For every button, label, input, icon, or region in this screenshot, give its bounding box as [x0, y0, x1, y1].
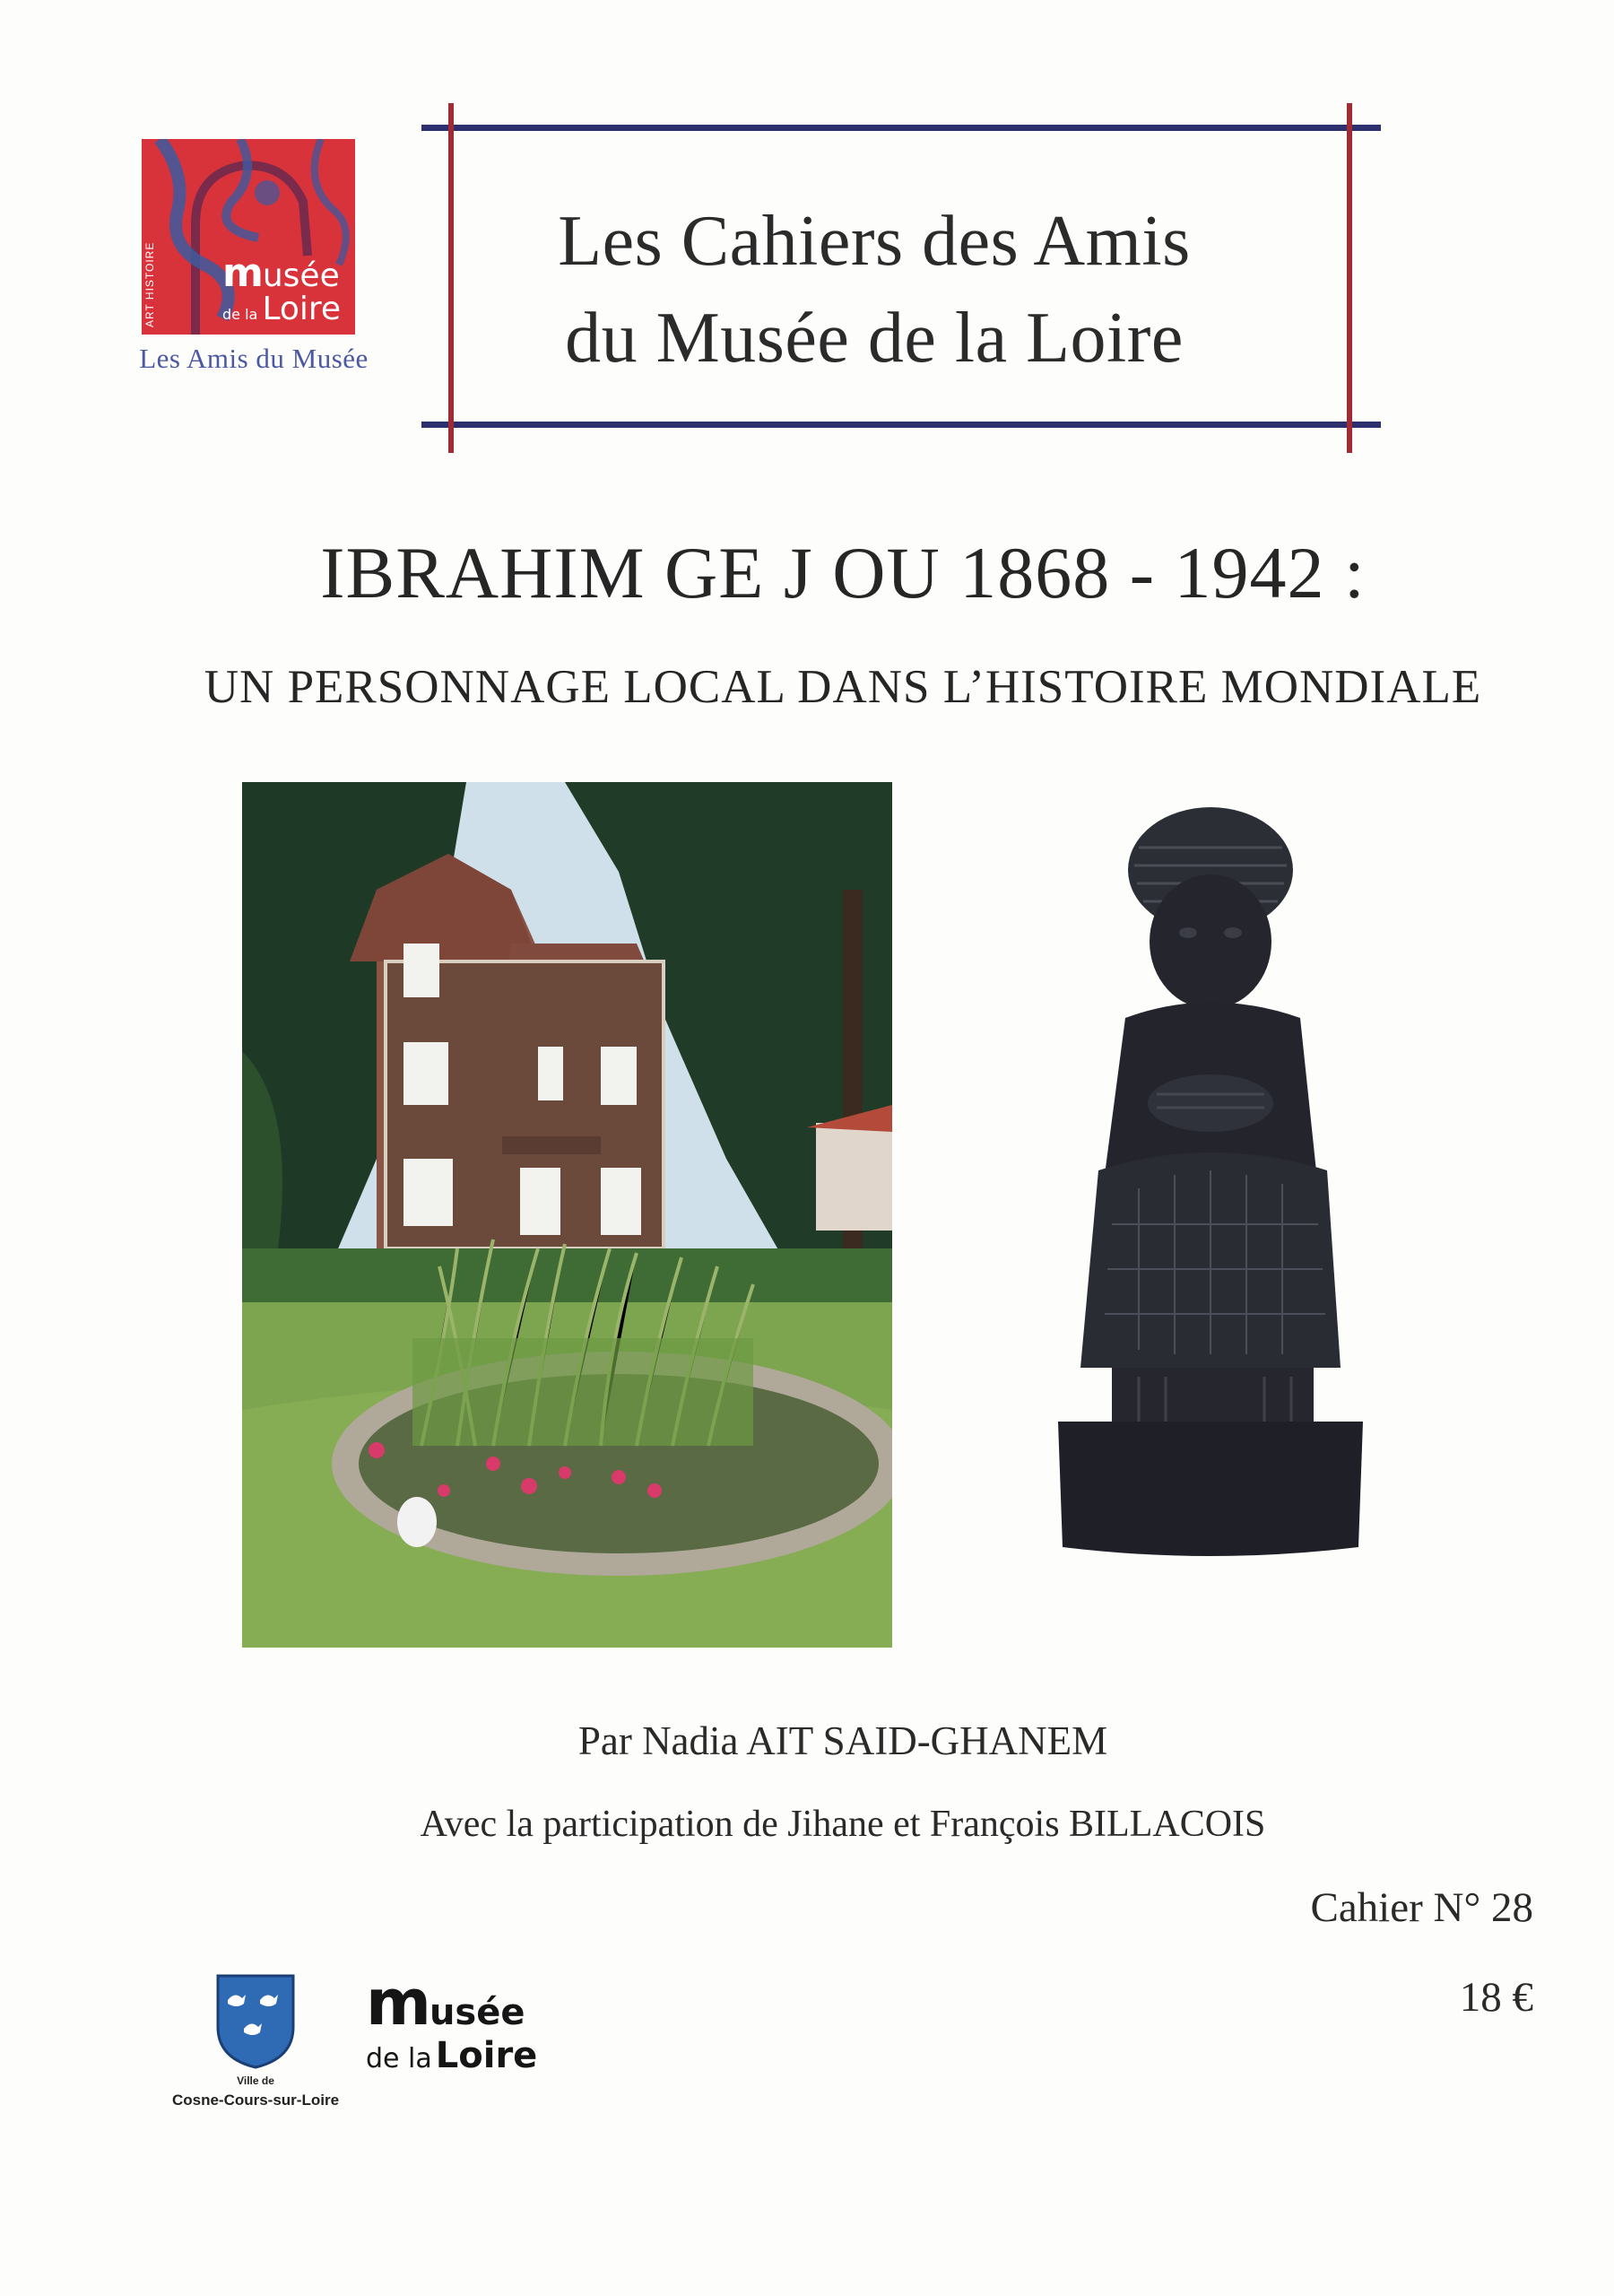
series-title-frame [421, 103, 1381, 453]
main-title: IBRAHIM GE J OU 1868 - 1942 : [320, 532, 1366, 613]
statue-photo [1040, 794, 1381, 1561]
musee-logo-emblem [142, 139, 355, 335]
subtitle: UN PERSONNAGE LOCAL DANS L’HISTOIRE MONDIALE [204, 661, 1482, 713]
logo-caption: Les Amis du Musée [139, 343, 369, 374]
series-title: Les Cahiers des Amis du Musée de la Loire [558, 202, 1191, 378]
house-photo [242, 782, 892, 1648]
price: 18 € [1459, 1974, 1533, 2021]
frame-right-bar [1347, 103, 1352, 453]
frame-top-bar [421, 125, 1381, 131]
logo-side-text: ART HISTOIRE [143, 241, 156, 327]
city-crest-icon [215, 1973, 296, 2070]
city-logo [152, 1973, 359, 2117]
participation-line: Avec la participation de Jihane et François BILLACOIS [420, 1804, 1266, 1845]
city-name: Cosne-Cours-sur-Loire [171, 2092, 340, 2109]
musee-de-la-loire-wordmark: musée de la Loire [366, 1966, 538, 2076]
city-small-label: Ville de [237, 2074, 274, 2087]
frame-bottom-bar [421, 422, 1381, 428]
logo-musee-wordmark: musée de la Loire [222, 250, 342, 327]
amis-du-musee-logo [106, 135, 402, 386]
issue-number: Cahier N° 28 [1310, 1884, 1533, 1931]
author-line: Par Nadia AIT SAID-GHANEM [577, 1718, 1108, 1763]
frame-left-bar [448, 103, 454, 453]
